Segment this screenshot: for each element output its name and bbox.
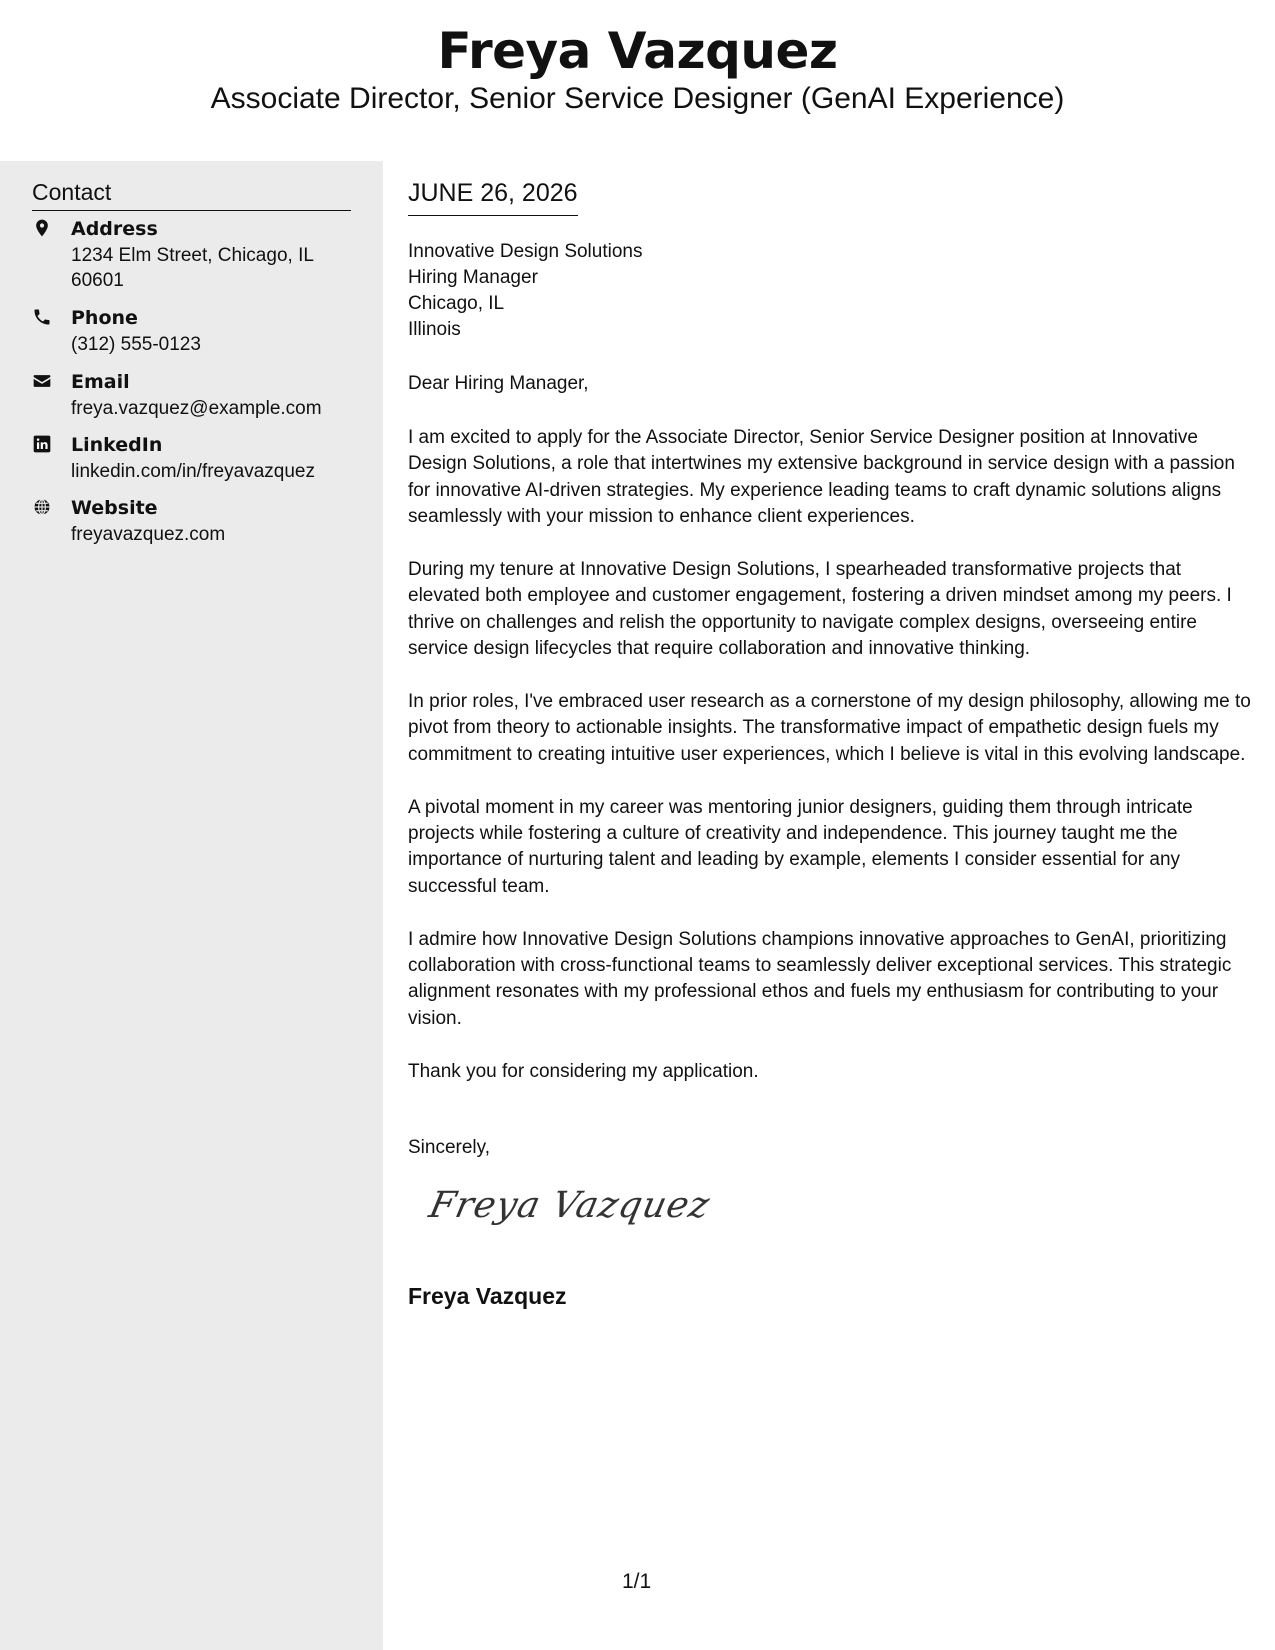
paragraph: Thank you for considering my application.	[408, 1060, 759, 1082]
paragraph: I am excited to apply for the Associate Director, Senior Service Designer position at Innovative Design Solutions, a role that intertwines my extensive background in service design with a passion for innovative AI-driven strategies. My experience leading teams to craft dynamic solutions aligns seamlessly with your mission to enhance client experiences.	[408, 427, 1235, 528]
handwritten-signature: Freya Vazquez	[425, 1185, 714, 1226]
map-pin-icon	[32, 218, 54, 240]
letter-header	[0, 0, 1275, 160]
page-number: 1/1	[622, 1570, 652, 1593]
email-label: Email	[71, 371, 130, 393]
address-label: Address	[71, 218, 158, 240]
address-value: 1234 Elm Street, Chicago, IL 60601	[71, 245, 314, 291]
envelope-icon	[32, 371, 54, 393]
phone-label: Phone	[71, 307, 138, 329]
website-value: freyavazquez.com	[71, 524, 226, 545]
paragraph: In prior roles, I've embraced user research as a cornerstone of my design philosophy, allowing me to pivot from theory to actionable insights. The transformative impact of empathetic design fuels my commitment to creating intuitive user experiences, which I believe is vital in this evolving landscape.	[408, 691, 1251, 765]
paragraph: A pivotal moment in my career was mentoring junior designers, guiding them through intricate projects while fostering a culture of creativity and independence. This journey taught me the importance of nurturing talent and leading by example, elements I consider essential for any successful team.	[408, 796, 1193, 897]
signer-name: Freya Vazquez	[408, 1283, 567, 1309]
contact-sidebar	[0, 161, 383, 1650]
linkedin-label: LinkedIn	[71, 434, 163, 456]
recipient-contact: Hiring Manager	[408, 267, 538, 288]
closing: Sincerely,	[408, 1137, 491, 1158]
globe-icon	[32, 497, 54, 519]
contact-heading: Contact	[32, 179, 351, 211]
paragraph: During my tenure at Innovative Design Solutions, I spearheaded transformative projects that elevated both employee and customer engagement, fostering a driven mindset among my peers. I thrive on challenges and relish the opportunity to navigate complex designs, overseeing entire service design lifecycles that require collaboration and innovative thinking.	[408, 559, 1232, 660]
linkedin-icon	[32, 434, 54, 456]
email-value: freya.vazquez@example.com	[71, 398, 322, 419]
applicant-name: Freya Vazquez	[437, 22, 838, 80]
job-title: Associate Director, Senior Service Designer (GenAI Experience)	[210, 82, 1065, 115]
letter-paragraphs	[408, 425, 1253, 1111]
recipient-state: Illinois	[408, 319, 461, 340]
recipient-block	[408, 239, 642, 343]
paragraph: I admire how Innovative Design Solutions champions innovative approaches to GenAI, prioritizing collaboration with cross-functional teams to seamlessly deliver exceptional services. This strategic alignment resonates with my professional ethos and fuels my enthusiasm for contributing to your vision.	[408, 928, 1232, 1029]
phone-value: (312) 555-0123	[71, 334, 201, 355]
website-label: Website	[71, 497, 158, 519]
salutation: Dear Hiring Manager,	[408, 373, 589, 394]
letter-date: JUNE 26, 2026	[408, 179, 578, 216]
linkedin-value: linkedin.com/in/freyavazquez	[71, 461, 315, 482]
recipient-company: Innovative Design Solutions	[408, 241, 643, 262]
phone-icon	[32, 307, 54, 329]
recipient-city: Chicago, IL	[408, 293, 505, 314]
